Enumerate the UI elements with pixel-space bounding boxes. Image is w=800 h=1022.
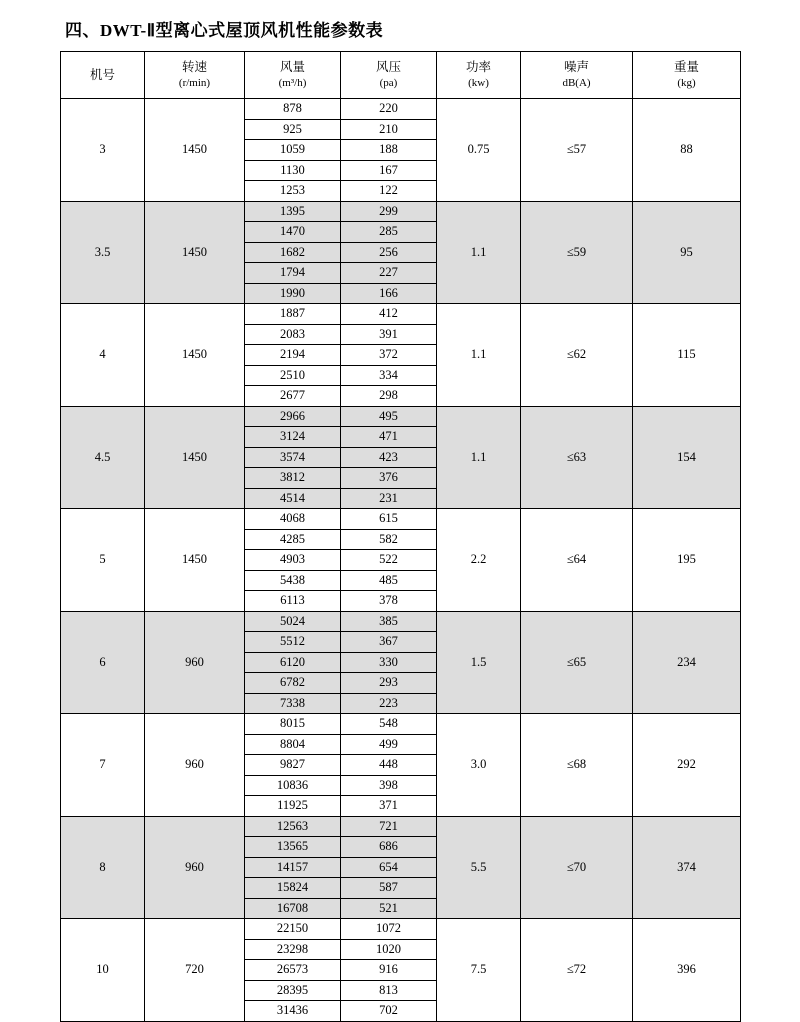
cell-flow: 4514 bbox=[245, 488, 341, 509]
page-title: 四、DWT-Ⅱ型离心式屋顶风机性能参数表 bbox=[65, 21, 384, 40]
cell-pressure: 210 bbox=[341, 119, 437, 140]
column-header-flow bbox=[245, 52, 341, 99]
table-row bbox=[61, 509, 741, 530]
cell-flow: 26573 bbox=[245, 960, 341, 981]
column-header-noise-sub: dB(A) bbox=[562, 77, 591, 90]
cell-model: 3 bbox=[61, 99, 145, 202]
cell-pressure: 220 bbox=[341, 99, 437, 120]
cell-pressure: 391 bbox=[341, 324, 437, 345]
cell-model: 3.5 bbox=[61, 201, 145, 304]
cell-flow: 3124 bbox=[245, 427, 341, 448]
cell-pressure: 231 bbox=[341, 488, 437, 509]
cell-noise: ≤70 bbox=[521, 816, 633, 919]
cell-weight: 374 bbox=[633, 816, 741, 919]
cell-pressure: 227 bbox=[341, 263, 437, 284]
cell-flow: 5024 bbox=[245, 611, 341, 632]
column-header-weight-sub: (kg) bbox=[677, 77, 696, 90]
cell-pressure: 398 bbox=[341, 775, 437, 796]
cell-flow: 2083 bbox=[245, 324, 341, 345]
cell-pressure: 223 bbox=[341, 693, 437, 714]
column-header-rpm bbox=[145, 52, 245, 99]
cell-flow: 9827 bbox=[245, 755, 341, 776]
cell-flow: 1990 bbox=[245, 283, 341, 304]
cell-weight: 195 bbox=[633, 509, 741, 612]
cell-pressure: 522 bbox=[341, 550, 437, 571]
cell-pressure: 916 bbox=[341, 960, 437, 981]
cell-noise: ≤62 bbox=[521, 304, 633, 407]
cell-flow: 10836 bbox=[245, 775, 341, 796]
cell-flow: 8804 bbox=[245, 734, 341, 755]
cell-flow: 5438 bbox=[245, 570, 341, 591]
cell-pressure: 423 bbox=[341, 447, 437, 468]
cell-flow: 1887 bbox=[245, 304, 341, 325]
cell-noise: ≤64 bbox=[521, 509, 633, 612]
cell-rpm: 1450 bbox=[145, 99, 245, 202]
column-header-pressure bbox=[341, 52, 437, 99]
cell-rpm: 720 bbox=[145, 919, 245, 1022]
cell-flow: 1682 bbox=[245, 242, 341, 263]
cell-weight: 292 bbox=[633, 714, 741, 817]
cell-noise: ≤63 bbox=[521, 406, 633, 509]
cell-flow: 3812 bbox=[245, 468, 341, 489]
cell-pressure: 499 bbox=[341, 734, 437, 755]
column-header-weight bbox=[633, 52, 741, 99]
cell-flow: 22150 bbox=[245, 919, 341, 940]
column-header-power-main: 功率 bbox=[465, 60, 491, 75]
column-header-flow-sub: (m³/h) bbox=[278, 77, 307, 90]
table-row bbox=[61, 611, 741, 632]
cell-flow: 12563 bbox=[245, 816, 341, 837]
cell-flow: 13565 bbox=[245, 837, 341, 858]
cell-pressure: 299 bbox=[341, 201, 437, 222]
cell-pressure: 122 bbox=[341, 181, 437, 202]
cell-pressure: 334 bbox=[341, 365, 437, 386]
cell-power: 5.5 bbox=[437, 816, 521, 919]
cell-flow: 4285 bbox=[245, 529, 341, 550]
table-row bbox=[61, 714, 741, 735]
cell-power: 2.2 bbox=[437, 509, 521, 612]
cell-rpm: 1450 bbox=[145, 304, 245, 407]
cell-rpm: 960 bbox=[145, 816, 245, 919]
cell-flow: 14157 bbox=[245, 857, 341, 878]
cell-flow: 925 bbox=[245, 119, 341, 140]
cell-pressure: 298 bbox=[341, 386, 437, 407]
cell-pressure: 285 bbox=[341, 222, 437, 243]
cell-noise: ≤72 bbox=[521, 919, 633, 1022]
cell-pressure: 367 bbox=[341, 632, 437, 653]
cell-power: 1.1 bbox=[437, 201, 521, 304]
cell-pressure: 371 bbox=[341, 796, 437, 817]
cell-flow: 1470 bbox=[245, 222, 341, 243]
cell-flow: 16708 bbox=[245, 898, 341, 919]
cell-pressure: 582 bbox=[341, 529, 437, 550]
cell-weight: 88 bbox=[633, 99, 741, 202]
cell-pressure: 548 bbox=[341, 714, 437, 735]
cell-flow: 6120 bbox=[245, 652, 341, 673]
cell-model: 7 bbox=[61, 714, 145, 817]
table-body bbox=[61, 99, 741, 1022]
cell-pressure: 495 bbox=[341, 406, 437, 427]
cell-power: 3.0 bbox=[437, 714, 521, 817]
cell-rpm: 960 bbox=[145, 611, 245, 714]
cell-flow: 6113 bbox=[245, 591, 341, 612]
column-header-power-sub: (kw) bbox=[468, 77, 489, 90]
cell-pressure: 686 bbox=[341, 837, 437, 858]
table-row bbox=[61, 406, 741, 427]
cell-flow: 1794 bbox=[245, 263, 341, 284]
cell-pressure: 330 bbox=[341, 652, 437, 673]
cell-pressure: 376 bbox=[341, 468, 437, 489]
cell-flow: 15824 bbox=[245, 878, 341, 899]
cell-pressure: 378 bbox=[341, 591, 437, 612]
column-header-model-main: 机号 bbox=[89, 67, 115, 82]
column-header-noise-main: 噪声 bbox=[563, 60, 589, 75]
cell-pressure: 1020 bbox=[341, 939, 437, 960]
cell-flow: 4068 bbox=[245, 509, 341, 530]
column-header-model bbox=[61, 52, 145, 99]
cell-model: 10 bbox=[61, 919, 145, 1022]
cell-flow: 2677 bbox=[245, 386, 341, 407]
cell-weight: 115 bbox=[633, 304, 741, 407]
column-header-power bbox=[437, 52, 521, 99]
cell-power: 1.1 bbox=[437, 406, 521, 509]
cell-flow: 11925 bbox=[245, 796, 341, 817]
cell-pressure: 166 bbox=[341, 283, 437, 304]
cell-flow: 1059 bbox=[245, 140, 341, 161]
cell-pressure: 813 bbox=[341, 980, 437, 1001]
cell-pressure: 654 bbox=[341, 857, 437, 878]
cell-pressure: 521 bbox=[341, 898, 437, 919]
cell-flow: 28395 bbox=[245, 980, 341, 1001]
table-row bbox=[61, 304, 741, 325]
cell-flow: 5512 bbox=[245, 632, 341, 653]
cell-flow: 4903 bbox=[245, 550, 341, 571]
cell-flow: 7338 bbox=[245, 693, 341, 714]
cell-pressure: 188 bbox=[341, 140, 437, 161]
cell-pressure: 587 bbox=[341, 878, 437, 899]
cell-model: 4.5 bbox=[61, 406, 145, 509]
cell-rpm: 1450 bbox=[145, 201, 245, 304]
column-header-rpm-sub: (r/min) bbox=[178, 77, 211, 90]
table-row bbox=[61, 816, 741, 837]
cell-rpm: 960 bbox=[145, 714, 245, 817]
cell-pressure: 615 bbox=[341, 509, 437, 530]
column-header-pressure-main: 风压 bbox=[375, 60, 401, 75]
cell-noise: ≤57 bbox=[521, 99, 633, 202]
cell-flow: 2510 bbox=[245, 365, 341, 386]
cell-flow: 23298 bbox=[245, 939, 341, 960]
cell-pressure: 721 bbox=[341, 816, 437, 837]
cell-noise: ≤59 bbox=[521, 201, 633, 304]
cell-pressure: 256 bbox=[341, 242, 437, 263]
cell-flow: 8015 bbox=[245, 714, 341, 735]
cell-weight: 154 bbox=[633, 406, 741, 509]
cell-flow: 3574 bbox=[245, 447, 341, 468]
cell-pressure: 471 bbox=[341, 427, 437, 448]
table-row bbox=[61, 99, 741, 120]
cell-model: 5 bbox=[61, 509, 145, 612]
cell-power: 7.5 bbox=[437, 919, 521, 1022]
cell-pressure: 167 bbox=[341, 160, 437, 181]
cell-flow: 6782 bbox=[245, 673, 341, 694]
cell-flow: 1130 bbox=[245, 160, 341, 181]
cell-pressure: 702 bbox=[341, 1001, 437, 1022]
cell-model: 6 bbox=[61, 611, 145, 714]
table-header bbox=[61, 52, 741, 99]
cell-model: 4 bbox=[61, 304, 145, 407]
cell-pressure: 293 bbox=[341, 673, 437, 694]
cell-weight: 95 bbox=[633, 201, 741, 304]
cell-power: 0.75 bbox=[437, 99, 521, 202]
cell-noise: ≤65 bbox=[521, 611, 633, 714]
cell-pressure: 1072 bbox=[341, 919, 437, 940]
table-row bbox=[61, 201, 741, 222]
cell-pressure: 385 bbox=[341, 611, 437, 632]
cell-flow: 878 bbox=[245, 99, 341, 120]
cell-flow: 2194 bbox=[245, 345, 341, 366]
cell-pressure: 485 bbox=[341, 570, 437, 591]
cell-pressure: 448 bbox=[341, 755, 437, 776]
cell-power: 1.1 bbox=[437, 304, 521, 407]
cell-weight: 396 bbox=[633, 919, 741, 1022]
table-header-row bbox=[61, 52, 741, 99]
cell-pressure: 372 bbox=[341, 345, 437, 366]
cell-flow: 31436 bbox=[245, 1001, 341, 1022]
cell-weight: 234 bbox=[633, 611, 741, 714]
cell-noise: ≤68 bbox=[521, 714, 633, 817]
cell-model: 8 bbox=[61, 816, 145, 919]
cell-rpm: 1450 bbox=[145, 406, 245, 509]
column-header-weight-main: 重量 bbox=[673, 60, 699, 75]
cell-rpm: 1450 bbox=[145, 509, 245, 612]
column-header-flow-main: 风量 bbox=[279, 60, 305, 75]
cell-flow: 1253 bbox=[245, 181, 341, 202]
column-header-pressure-sub: (pa) bbox=[379, 77, 398, 90]
table-row bbox=[61, 919, 741, 940]
cell-flow: 2966 bbox=[245, 406, 341, 427]
fan-performance-table bbox=[60, 51, 741, 1022]
cell-pressure: 412 bbox=[341, 304, 437, 325]
cell-flow: 1395 bbox=[245, 201, 341, 222]
column-header-rpm-main: 转速 bbox=[181, 60, 207, 75]
cell-power: 1.5 bbox=[437, 611, 521, 714]
column-header-noise bbox=[521, 52, 633, 99]
